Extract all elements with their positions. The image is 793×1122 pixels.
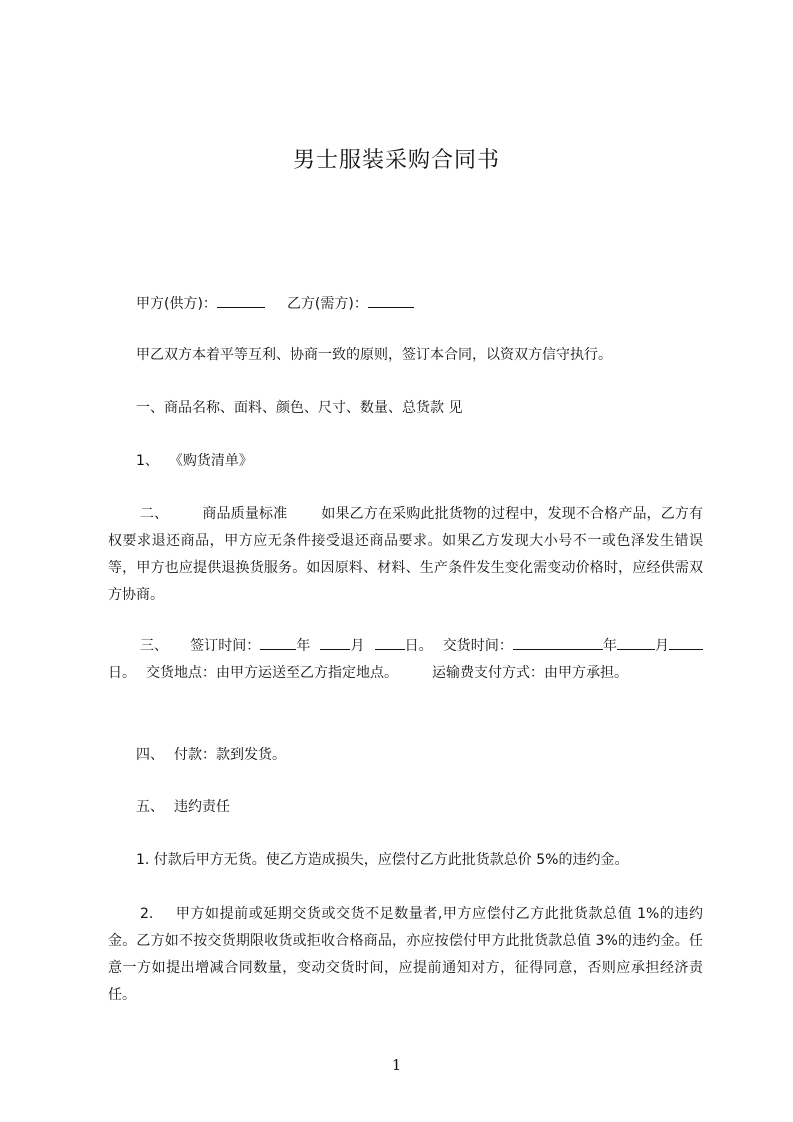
intro-paragraph: 甲乙双方本着平等互利、协商一致的原则，签订本合同，以资双方信守执行。 — [136, 347, 612, 363]
section1-heading: 一、商品名称、面料、颜色、尺寸、数量、总货款 见 — [136, 400, 463, 416]
section5-item1: 1. 付款后甲方无货。使乙方造成损失，应偿付乙方此批货款总价 5%的违约金。 — [136, 852, 629, 868]
section5-item2-num: 2. — [140, 906, 154, 922]
section5-item2 — [108, 901, 703, 1009]
section5-item2-text: 甲方如提前或延期交货或交货不足数量者,甲方应偿付乙方此批货款总值 1%的违约金。乙方如不按交货期限收货或拒收合格商品，亦应按偿付甲方此批货款总值 3%的违约金。任意一方如提出增减合同数量，变动交货时间，应提前通知对方，征得同意，否则应承担经济责任。 — [108, 906, 703, 1003]
section1-item-num: 1、 — [136, 453, 159, 469]
section3-paragraph: 三、 签订时间： 年 月 日。 交货时间： 年 月日。 交货地点：由甲方运送至乙方指定地点。 运输费支付方式：由甲方承担。 — [108, 633, 703, 687]
section5-num: 五、 — [136, 799, 164, 815]
section2-paragraph — [108, 501, 703, 609]
party-a-blank — [217, 293, 265, 308]
party-b-label: 乙方(需方)： — [286, 296, 368, 312]
section4-line — [136, 745, 286, 765]
party-b-blank — [368, 293, 414, 308]
page-title: 男士服装采购合同书 — [292, 148, 500, 173]
section4-num: 四、 — [136, 747, 164, 763]
section1-item-text: 《购货清单》 — [168, 453, 253, 469]
sign-time-label: 签订时间： — [190, 638, 261, 654]
parties-line — [136, 293, 414, 314]
delivery-place: 交货地点：由甲方运送至乙方指定地点。 — [146, 665, 398, 681]
section2-text: 如果乙方在采购此批货物的过程中，发现不合格产品，乙方有权要求退还商品，甲方应无条件接受退还商品要求。如果乙方发现大小号不一或色泽发生错误等，甲方也应提供退换货服务。如因原料、材料、生产条件发生变化需变动价格时，应经供需双方协商。 — [108, 506, 704, 603]
section1-item — [136, 451, 253, 471]
section2-num: 二、 — [140, 506, 169, 522]
section2-heading: 商品质量标准 — [202, 506, 288, 522]
section3-num: 三、 — [140, 638, 169, 654]
freight-payment: 运输费支付方式：由甲方承担。 — [432, 665, 628, 681]
section4-text: 付款：款到发货。 — [174, 747, 286, 763]
page-number: 1 — [391, 1056, 402, 1074]
delivery-time-label: 交货时间： — [442, 638, 513, 654]
section5-heading: 违约责任 — [174, 799, 230, 815]
section5-heading-line — [136, 797, 230, 817]
party-a-label: 甲方(供方)： — [136, 296, 217, 312]
